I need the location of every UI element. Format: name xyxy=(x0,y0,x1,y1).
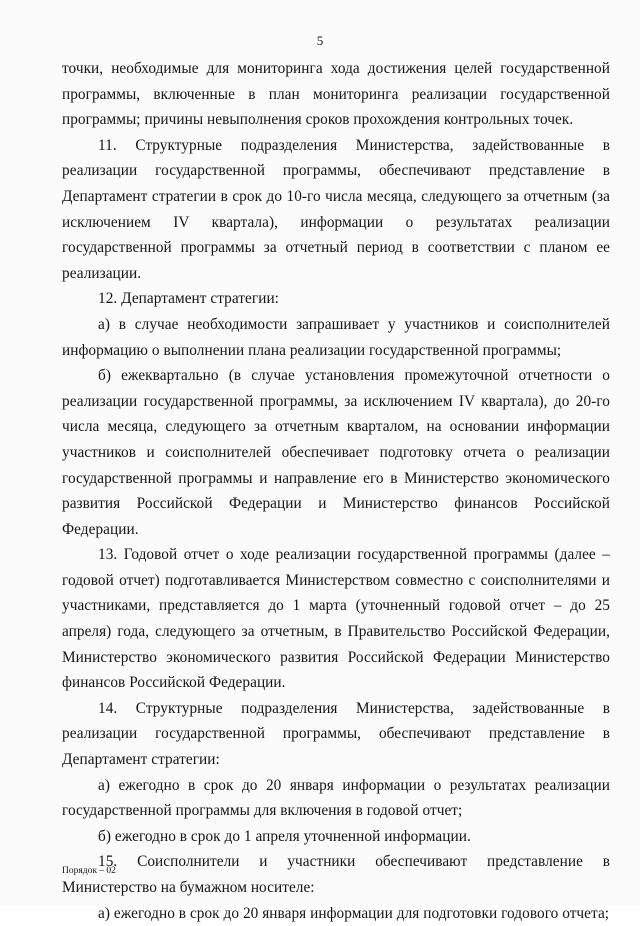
paragraph-12-heading: 12. Департамент стратегии: xyxy=(98,290,279,308)
paragraph-15: 15. Соисполнители и участники обеспечивают представление в Министерство на бумажном носителе: xyxy=(62,853,610,896)
paragraph-14-a: а) ежегодно в срок до 20 января информации о результатах реализации государственной программы для включения в годовой отчет; xyxy=(62,776,610,820)
paragraph-continuation: точки, необходимые для мониторинга хода достижения целей государственной программы, включенные в план мониторинга реализации государственной программы; причины невыполнения сроков прохождения контрольных точек. xyxy=(62,60,610,129)
paragraph-14-b: б) ежегодно в срок до 1 апреля уточненной информации. xyxy=(98,827,471,845)
footer-label: Порядок – 02 xyxy=(62,866,116,876)
paragraph-14: 14. Структурные подразделения Министерства, задействованные в реализации государственной программы, обеспечивают представление в Департамент стратегии: xyxy=(62,699,610,769)
paragraph-15-a: а) ежегодно в срок до 20 января информации для подготовки годового отчета; xyxy=(98,904,610,922)
paragraph-13: 13. Годовой отчет о ходе реализации государственной программы (далее – годовой отчет) подготавливается Министерством совместно с соисполнителями и участниками, представляется до 1 марта (уточненный годовой отчет – до 25 апреля) года, следующего за отчетным, в Правительство Российской Федерации, Министерство экономического развития Российской Федерации Министерство финансов Российской Федерации. xyxy=(62,546,610,692)
paragraph-11: 11. Структурные подразделения Министерства, задействованные в реализации государственной программы, обеспечивают представление в Департамент стратегии в срок до 10-го числа месяца, следующего за отчетным (за исключением IV квартала), информации о результатах реализации государственной программы за отчетный период в соответствии с планом ее реализации. xyxy=(62,136,610,282)
paragraph-12-a: а) в случае необходимости запрашивает у участников и соисполнителей информацию о выполнении плана реализации государственной программы; xyxy=(62,315,610,359)
document-body xyxy=(62,56,610,926)
page-number: 5 xyxy=(316,33,324,48)
paragraph-12-b: б) ежеквартально (в случае установления промежуточной отчетности о реализации государственной программы, за исключением IV квартала), до 20-го числа месяца, следующего за отчетным кварталом, на основании информации участников и соисполнителей обеспечивает подготовку отчета о реализации государственной программы и направление его в Министерство экономического развития Российской Федерации и Министерство финансов Российской Федерации. xyxy=(62,367,610,538)
